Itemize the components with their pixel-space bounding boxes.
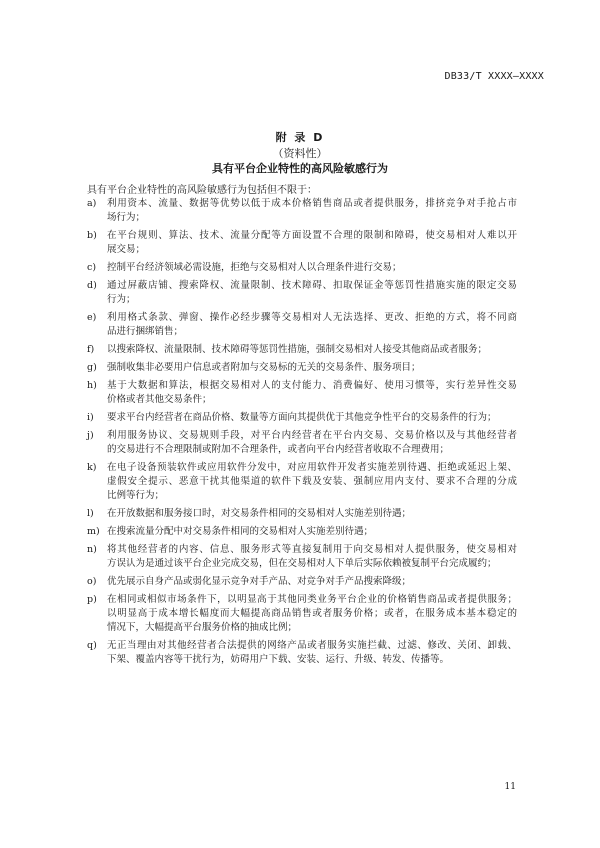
list-item-text: [107, 379, 517, 407]
list-item-line: 在平台规则、算法、技术、流量分配等方面设置不合理的限制和障碍，使交易相对人难以开: [107, 230, 517, 241]
list-item-marker: i): [87, 412, 94, 423]
list-item-marker: p): [87, 594, 97, 605]
list-item-marker: j): [87, 430, 94, 441]
list-item-marker: c): [87, 262, 97, 273]
list-item: [87, 279, 517, 307]
list-item-text: [107, 411, 517, 425]
list-item-line: 行为；: [107, 294, 136, 305]
list-item-line: 在搜索流量分配中对交易条件相同的交易相对人实施差别待遇；: [107, 526, 374, 537]
list-item-marker: b): [87, 230, 97, 241]
list-item-line: 方误认为是通过该平台企业完成交易，但在交易相对人下单后实际依赖被复制平台完成履约；: [107, 558, 497, 569]
standard-code: DB33/T XXXX—XXXX: [444, 71, 544, 82]
list-item: [87, 311, 517, 339]
list-item-line: 的交易进行不合理限制或附加不合理条件，或者向平台内经营者收取不合理费用；: [107, 444, 450, 455]
list-item: [87, 197, 517, 225]
list-item-text: [107, 507, 517, 521]
list-item-line: 价格或者其他交易条件；: [107, 394, 212, 405]
list-item-marker: n): [87, 544, 97, 555]
list-item-line: 要求平台内经营者在商品价格、数量等方面向其提供优于其他竞争性平台的交易条件的行为；: [107, 412, 497, 423]
list-item-marker: a): [87, 198, 97, 209]
list-item: [87, 639, 517, 667]
list-item-line: 无正当理由对其他经营者合法提供的网络产品或者服务实施拦截、过滤、修改、关闭、卸载、: [107, 640, 517, 651]
list-item-line: 下架、覆盖内容等干扰行为，妨碍用户下载、安装、运行、升级、转发、传播等。: [107, 654, 450, 665]
list-item-text: [107, 361, 517, 375]
list-item-line: 品进行捆绑销售；: [107, 326, 184, 337]
list-item-text: [107, 429, 517, 457]
list-item-marker: o): [87, 576, 97, 587]
behavior-list: [87, 197, 517, 667]
list-item-marker: k): [87, 462, 97, 473]
list-item-line: 在相同或相似市场条件下，以明显高于其他同类业务平台企业的价格销售商品或者提供服务；: [107, 594, 517, 605]
list-item: [87, 361, 517, 375]
list-item-line: 基于大数据和算法，根据交易相对人的支付能力、消费偏好、使用习惯等，实行差异性交易: [107, 380, 517, 391]
list-item-line: 比例等行为；: [107, 490, 165, 501]
list-item-line: 以搜索降权、流量限制、技术障碍等惩罚性措施，强制交易相对人接受其他商品或者服务；: [107, 344, 488, 355]
list-item-marker: e): [87, 312, 97, 323]
list-item-text: [107, 461, 517, 503]
list-item-marker: h): [87, 380, 97, 391]
list-item: [87, 343, 517, 357]
list-item-marker: g): [87, 362, 97, 373]
list-item: [87, 507, 517, 521]
list-item-line: 虚假安全提示、恶意干扰其他渠道的软件下载及安装、强制应用内支付、要求不合理的分成: [107, 476, 517, 487]
list-item-text: [107, 279, 517, 307]
list-item-line: 以明显高于成本增长幅度而大幅提高商品销售或者服务价格；或者，在服务成本基本稳定的: [107, 608, 517, 619]
list-item-text: [107, 593, 517, 635]
list-item: [87, 261, 517, 275]
list-item-line: 在电子设备预装软件或应用软件分发中，对应用软件开发者实施差别待遇、拒绝或延迟上架、: [107, 462, 517, 473]
appendix-nature: （资料性）: [272, 147, 328, 160]
list-item-text: [107, 525, 517, 539]
list-item-line: 场行为；: [107, 212, 146, 223]
list-item: [87, 575, 517, 589]
list-item: [87, 461, 517, 503]
appendix-title: 附 录 D: [275, 131, 325, 144]
list-item-marker: q): [87, 640, 97, 651]
list-item-text: [107, 343, 517, 357]
list-item-text: [107, 229, 517, 257]
list-item-text: [107, 311, 517, 339]
list-item-text: [107, 197, 517, 225]
list-item-marker: f): [87, 344, 95, 355]
list-item-marker: d): [87, 280, 97, 291]
list-item-line: 将其他经营者的内容、信息、服务形式等直接复制用于向交易相对人提供服务，使交易相对: [107, 544, 517, 555]
list-item-line: 强制收集非必要用户信息或者附加与交易标的无关的交易条件、服务项目；: [107, 362, 421, 373]
list-item-line: 利用服务协议、交易规则手段，对平台内经营者在平台内交易、交易价格以及与其他经营者: [107, 430, 517, 441]
list-item: [87, 429, 517, 457]
list-item: [87, 593, 517, 635]
appendix-subtitle: 具有平台企业特性的高风险敏感行为: [212, 162, 388, 175]
list-item-line: 利用格式条款、弹窗、操作必经步骤等交易相对人无法选择、更改、拒绝的方式，将不同商: [107, 312, 517, 323]
list-item: [87, 379, 517, 407]
list-item: [87, 525, 517, 539]
list-item-line: 通过屏蔽店铺、搜索降权、流量限制、技术障碍、扣取保证金等惩罚性措施实施的限定交易: [107, 280, 517, 291]
list-item-line: 优先展示自身产品或弱化显示竞争对手产品、对竞争对手产品搜索降级；: [107, 576, 412, 587]
list-item: [87, 229, 517, 257]
list-item-line: 控制平台经济领域必需设施，拒绝与交易相对人以合理条件进行交易；: [107, 262, 402, 273]
list-item-line: 展交易；: [107, 244, 146, 255]
list-item-text: [107, 261, 517, 275]
list-item-text: [107, 543, 517, 571]
list-item-text: [107, 575, 517, 589]
list-item-line: 在开放数据和服务接口时，对交易条件相同的交易相对人实施差别待遇；: [107, 508, 412, 519]
list-item: [87, 411, 517, 425]
intro-paragraph: 具有平台企业特性的高风险敏感行为包括但不限于：: [87, 185, 317, 196]
page-number: 11: [504, 782, 516, 792]
list-item-line: 利用资本、流量、数据等优势以低于成本价格销售商品或者提供服务，排挤竞争对手抢占市: [107, 198, 517, 209]
list-item-text: [107, 639, 517, 667]
list-item-marker: m): [87, 526, 100, 537]
list-item-line: 情况下，大幅提高平台服务价格的抽成比例；: [107, 622, 298, 633]
list-item-marker: l): [87, 508, 94, 519]
list-item: [87, 543, 517, 571]
